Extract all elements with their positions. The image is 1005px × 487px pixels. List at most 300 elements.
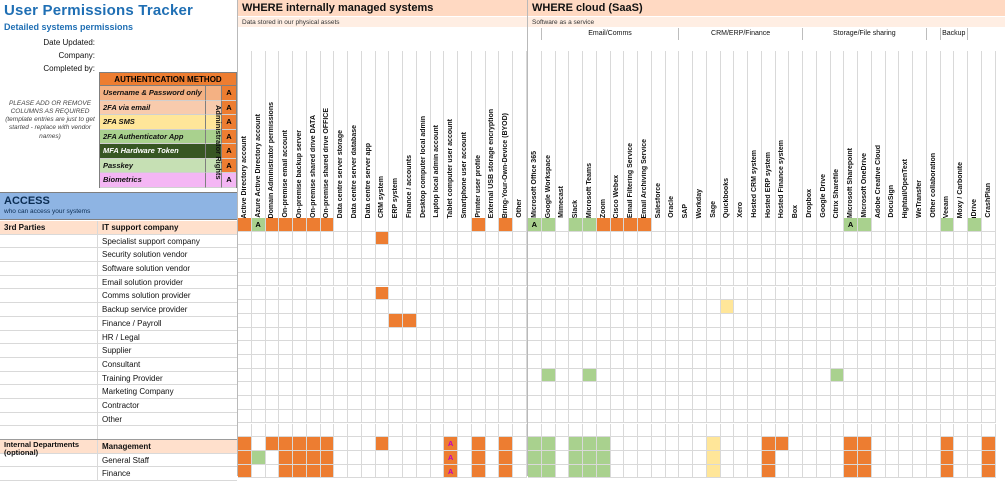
permission-cell[interactable] <box>803 232 817 246</box>
column-header[interactable] <box>734 51 748 218</box>
permission-cell[interactable] <box>238 218 252 232</box>
permission-cell[interactable] <box>954 382 968 396</box>
permission-cell[interactable] <box>266 218 280 232</box>
column-header[interactable] <box>556 51 570 218</box>
permission-cell[interactable] <box>721 232 735 246</box>
permission-cell[interactable] <box>762 355 776 369</box>
permission-cell[interactable] <box>611 232 625 246</box>
permission-cell[interactable] <box>748 314 762 328</box>
permission-cell[interactable] <box>844 218 858 232</box>
permission-cell[interactable] <box>652 382 666 396</box>
permission-cell[interactable] <box>941 245 955 259</box>
permission-cell[interactable] <box>279 314 293 328</box>
permission-cell[interactable] <box>362 300 376 314</box>
permission-cell[interactable] <box>556 232 570 246</box>
permission-cell[interactable] <box>321 273 335 287</box>
permission-cell[interactable] <box>693 259 707 273</box>
permission-cell[interactable] <box>886 410 900 424</box>
permission-cell[interactable] <box>556 218 570 232</box>
permission-cell[interactable] <box>486 273 500 287</box>
permission-cell[interactable] <box>927 245 941 259</box>
permission-cell[interactable] <box>486 437 500 451</box>
permission-cell[interactable] <box>652 341 666 355</box>
permission-cell[interactable] <box>776 273 790 287</box>
permission-cell[interactable] <box>652 424 666 438</box>
permission-cell[interactable] <box>542 341 556 355</box>
permission-cell[interactable] <box>597 245 611 259</box>
permission-cell[interactable] <box>872 451 886 465</box>
permission-cell[interactable] <box>789 328 803 342</box>
permission-cell[interactable] <box>624 232 638 246</box>
permission-cell[interactable] <box>321 396 335 410</box>
permission-cell[interactable] <box>472 410 486 424</box>
permission-cell[interactable] <box>472 355 486 369</box>
permission-cell[interactable] <box>679 314 693 328</box>
permission-cell[interactable] <box>693 328 707 342</box>
permission-cell[interactable] <box>321 437 335 451</box>
permission-cell[interactable] <box>431 328 445 342</box>
permission-cell[interactable] <box>293 232 307 246</box>
permission-cell[interactable] <box>638 424 652 438</box>
permission-cell[interactable] <box>624 273 638 287</box>
permission-cell[interactable] <box>389 341 403 355</box>
permission-cell[interactable] <box>679 437 693 451</box>
list-item[interactable] <box>0 262 237 276</box>
permission-cell[interactable] <box>954 465 968 479</box>
permission-cell[interactable] <box>803 465 817 479</box>
permission-cell[interactable] <box>954 355 968 369</box>
permission-cell[interactable] <box>238 328 252 342</box>
permission-cell[interactable] <box>624 410 638 424</box>
permission-cell[interactable] <box>569 437 583 451</box>
permission-cell[interactable] <box>417 369 431 383</box>
permission-cell[interactable] <box>542 355 556 369</box>
permission-cell[interactable] <box>982 355 996 369</box>
permission-cell[interactable] <box>569 328 583 342</box>
permission-cell[interactable] <box>238 465 252 479</box>
permission-cell[interactable] <box>927 355 941 369</box>
column-header[interactable] <box>252 51 266 218</box>
permission-cell[interactable] <box>238 341 252 355</box>
permission-cell[interactable] <box>348 218 362 232</box>
permission-cell[interactable] <box>238 369 252 383</box>
permission-cell[interactable] <box>831 437 845 451</box>
permission-cell[interactable] <box>872 355 886 369</box>
permission-cell[interactable] <box>293 245 307 259</box>
permission-cell[interactable] <box>348 410 362 424</box>
permission-cell[interactable] <box>417 328 431 342</box>
permission-cell[interactable] <box>666 424 680 438</box>
permission-cell[interactable] <box>831 232 845 246</box>
permission-cell[interactable] <box>638 300 652 314</box>
permission-cell[interactable] <box>844 245 858 259</box>
permission-cell[interactable] <box>652 287 666 301</box>
permission-cell[interactable] <box>748 300 762 314</box>
permission-cell[interactable] <box>499 273 513 287</box>
permission-cell[interactable] <box>583 232 597 246</box>
permission-cell[interactable] <box>376 369 390 383</box>
list-item[interactable] <box>0 372 237 386</box>
permission-cell[interactable] <box>982 287 996 301</box>
permission-cell[interactable] <box>844 451 858 465</box>
permission-cell[interactable] <box>776 424 790 438</box>
permission-cell[interactable] <box>886 369 900 383</box>
permission-cell[interactable] <box>431 437 445 451</box>
column-header[interactable] <box>542 51 556 218</box>
permission-cell[interactable] <box>307 424 321 438</box>
permission-cell[interactable] <box>389 396 403 410</box>
permission-cell[interactable] <box>528 232 542 246</box>
permission-cell[interactable] <box>266 465 280 479</box>
permission-cell[interactable] <box>528 369 542 383</box>
permission-cell[interactable] <box>844 424 858 438</box>
permission-cell[interactable] <box>844 259 858 273</box>
permission-cell[interactable] <box>666 232 680 246</box>
column-header[interactable] <box>403 51 417 218</box>
permission-cell[interactable] <box>831 314 845 328</box>
permission-cell[interactable] <box>803 451 817 465</box>
permission-cell[interactable] <box>597 437 611 451</box>
permission-cell[interactable] <box>954 300 968 314</box>
permission-cell[interactable] <box>556 465 570 479</box>
permission-cell[interactable] <box>486 369 500 383</box>
permission-cell[interactable] <box>941 314 955 328</box>
permission-cell[interactable] <box>913 232 927 246</box>
permission-cell[interactable] <box>927 382 941 396</box>
permission-cell[interactable] <box>831 396 845 410</box>
permission-cell[interactable] <box>886 232 900 246</box>
column-header[interactable] <box>611 51 625 218</box>
permission-cell[interactable] <box>389 300 403 314</box>
permission-cell[interactable] <box>954 396 968 410</box>
permission-cell[interactable] <box>776 410 790 424</box>
permission-cell[interactable] <box>444 300 458 314</box>
permission-cell[interactable] <box>941 232 955 246</box>
permission-cell[interactable] <box>334 328 348 342</box>
permission-cell[interactable] <box>831 410 845 424</box>
permission-cell[interactable] <box>872 437 886 451</box>
permission-cell[interactable] <box>817 341 831 355</box>
permission-cell[interactable] <box>886 424 900 438</box>
permission-cell[interactable] <box>748 355 762 369</box>
column-header[interactable] <box>321 51 335 218</box>
permission-cell[interactable] <box>458 245 472 259</box>
permission-cell[interactable] <box>666 451 680 465</box>
permission-cell[interactable] <box>858 341 872 355</box>
permission-cell[interactable] <box>748 287 762 301</box>
permission-cell[interactable] <box>348 273 362 287</box>
permission-cell[interactable] <box>542 396 556 410</box>
permission-cell[interactable] <box>707 410 721 424</box>
permission-cell[interactable] <box>252 410 266 424</box>
permission-cell[interactable] <box>444 314 458 328</box>
permission-cell[interactable] <box>513 369 527 383</box>
permission-cell[interactable] <box>321 245 335 259</box>
permission-cell[interactable] <box>597 424 611 438</box>
permission-cell[interactable] <box>789 465 803 479</box>
permission-cell[interactable] <box>252 328 266 342</box>
permission-cell[interactable] <box>307 259 321 273</box>
permission-cell[interactable] <box>403 287 417 301</box>
permission-cell[interactable] <box>597 410 611 424</box>
permission-cell[interactable] <box>542 245 556 259</box>
permission-cell[interactable] <box>679 341 693 355</box>
permission-cell[interactable] <box>542 424 556 438</box>
permission-cell[interactable] <box>982 341 996 355</box>
permission-cell[interactable] <box>583 369 597 383</box>
permission-cell[interactable] <box>348 341 362 355</box>
permission-cell[interactable] <box>913 273 927 287</box>
permission-cell[interactable] <box>238 451 252 465</box>
permission-cell[interactable] <box>266 314 280 328</box>
permission-cell[interactable] <box>954 424 968 438</box>
permission-cell[interactable] <box>666 259 680 273</box>
permission-cell[interactable] <box>389 437 403 451</box>
permission-cell[interactable] <box>624 328 638 342</box>
column-header[interactable] <box>913 51 927 218</box>
column-header[interactable] <box>569 51 583 218</box>
permission-cell[interactable] <box>679 465 693 479</box>
permission-cell[interactable] <box>417 424 431 438</box>
permission-cell[interactable] <box>569 341 583 355</box>
permission-cell[interactable] <box>721 273 735 287</box>
permission-cell[interactable] <box>458 259 472 273</box>
permission-cell[interactable] <box>252 355 266 369</box>
permission-cell[interactable] <box>403 382 417 396</box>
permission-cell[interactable] <box>307 245 321 259</box>
permission-cell[interactable] <box>624 382 638 396</box>
permission-cell[interactable] <box>499 287 513 301</box>
list-item[interactable] <box>0 358 237 372</box>
permission-cell[interactable] <box>762 382 776 396</box>
permission-cell[interactable] <box>238 232 252 246</box>
permission-cell[interactable] <box>389 273 403 287</box>
permission-cell[interactable] <box>748 410 762 424</box>
permission-cell[interactable] <box>238 410 252 424</box>
permission-cell[interactable] <box>403 328 417 342</box>
permission-cell[interactable] <box>348 465 362 479</box>
permission-cell[interactable] <box>279 245 293 259</box>
column-header[interactable] <box>279 51 293 218</box>
permission-cell[interactable] <box>858 451 872 465</box>
permission-cell[interactable] <box>348 369 362 383</box>
permission-cell[interactable] <box>458 232 472 246</box>
permission-cell[interactable] <box>748 451 762 465</box>
permission-cell[interactable] <box>679 245 693 259</box>
permission-cell[interactable] <box>556 328 570 342</box>
permission-cell[interactable] <box>583 300 597 314</box>
permission-cell[interactable] <box>638 287 652 301</box>
permission-cell[interactable] <box>803 382 817 396</box>
permission-cell[interactable] <box>693 218 707 232</box>
permission-cell[interactable] <box>954 314 968 328</box>
permission-cell[interactable] <box>472 218 486 232</box>
permission-cell[interactable] <box>431 245 445 259</box>
permission-cell[interactable] <box>872 465 886 479</box>
permission-cell[interactable] <box>831 273 845 287</box>
permission-cell[interactable] <box>899 259 913 273</box>
permission-cell[interactable] <box>858 287 872 301</box>
permission-cell[interactable] <box>748 259 762 273</box>
permission-cell[interactable] <box>899 396 913 410</box>
permission-cell[interactable] <box>293 328 307 342</box>
permission-cell[interactable] <box>734 245 748 259</box>
permission-cell[interactable] <box>348 259 362 273</box>
permission-cell[interactable] <box>542 369 556 383</box>
permission-cell[interactable] <box>472 259 486 273</box>
permission-cell[interactable] <box>762 341 776 355</box>
permission-cell[interactable] <box>941 287 955 301</box>
permission-cell[interactable] <box>444 369 458 383</box>
permission-cell[interactable] <box>293 300 307 314</box>
permission-cell[interactable] <box>927 437 941 451</box>
permission-cell[interactable] <box>721 424 735 438</box>
list-item[interactable] <box>0 344 237 358</box>
permission-cell[interactable] <box>583 218 597 232</box>
permission-cell[interactable] <box>611 355 625 369</box>
permission-cell[interactable] <box>307 287 321 301</box>
permission-cell[interactable] <box>321 465 335 479</box>
permission-cell[interactable] <box>431 424 445 438</box>
permission-cell[interactable] <box>486 287 500 301</box>
permission-cell[interactable] <box>624 341 638 355</box>
permission-cell[interactable] <box>734 410 748 424</box>
permission-cell[interactable] <box>238 300 252 314</box>
permission-cell[interactable] <box>652 396 666 410</box>
permission-cell[interactable] <box>499 314 513 328</box>
permission-cell[interactable] <box>707 273 721 287</box>
permission-cell[interactable] <box>927 410 941 424</box>
permission-cell[interactable] <box>334 341 348 355</box>
permission-cell[interactable] <box>362 259 376 273</box>
permission-cell[interactable] <box>776 232 790 246</box>
permission-cell[interactable] <box>666 396 680 410</box>
permission-cell[interactable] <box>748 369 762 383</box>
permission-cell[interactable] <box>899 382 913 396</box>
permission-cell[interactable] <box>444 382 458 396</box>
permission-cell[interactable] <box>886 273 900 287</box>
permission-cell[interactable] <box>941 273 955 287</box>
permission-cell[interactable] <box>913 218 927 232</box>
permission-cell[interactable] <box>376 437 390 451</box>
permission-cell[interactable] <box>266 232 280 246</box>
permission-cell[interactable] <box>762 287 776 301</box>
permission-cell[interactable] <box>583 355 597 369</box>
permission-cell[interactable] <box>334 300 348 314</box>
permission-cell[interactable] <box>376 245 390 259</box>
permission-cell[interactable] <box>913 300 927 314</box>
permission-cell[interactable] <box>679 287 693 301</box>
permission-cell[interactable] <box>252 300 266 314</box>
permission-cell[interactable] <box>528 328 542 342</box>
permission-cell[interactable] <box>844 369 858 383</box>
permission-cell[interactable] <box>513 328 527 342</box>
permission-cell[interactable] <box>968 300 982 314</box>
permission-cell[interactable] <box>279 300 293 314</box>
permission-cell[interactable] <box>913 465 927 479</box>
permission-cell[interactable] <box>679 355 693 369</box>
column-header[interactable] <box>762 51 776 218</box>
permission-cell[interactable] <box>982 451 996 465</box>
permission-cell[interactable] <box>389 259 403 273</box>
permission-cell[interactable] <box>362 314 376 328</box>
permission-cell[interactable] <box>721 328 735 342</box>
permission-cell[interactable] <box>693 273 707 287</box>
permission-cell[interactable] <box>638 232 652 246</box>
permission-cell[interactable] <box>499 300 513 314</box>
permission-cell[interactable] <box>803 355 817 369</box>
permission-cell[interactable] <box>279 465 293 479</box>
permission-cell[interactable] <box>238 424 252 438</box>
permission-cell[interactable] <box>899 369 913 383</box>
permission-cell[interactable] <box>279 287 293 301</box>
permission-cell[interactable] <box>762 328 776 342</box>
permission-cell[interactable] <box>458 451 472 465</box>
permission-cell[interactable] <box>486 245 500 259</box>
permission-cell[interactable] <box>927 300 941 314</box>
permission-cell[interactable] <box>679 424 693 438</box>
permission-cell[interactable] <box>831 218 845 232</box>
permission-cell[interactable] <box>762 410 776 424</box>
permission-cell[interactable] <box>403 465 417 479</box>
permission-cell[interactable] <box>968 437 982 451</box>
permission-cell[interactable] <box>542 287 556 301</box>
permission-cell[interactable] <box>556 437 570 451</box>
permission-cell[interactable] <box>968 369 982 383</box>
permission-cell[interactable] <box>707 451 721 465</box>
permission-cell[interactable] <box>652 355 666 369</box>
permission-cell[interactable] <box>982 396 996 410</box>
permission-cell[interactable] <box>252 451 266 465</box>
permission-cell[interactable] <box>376 218 390 232</box>
permission-cell[interactable] <box>624 259 638 273</box>
column-header[interactable] <box>872 51 886 218</box>
permission-cell[interactable] <box>238 273 252 287</box>
permission-cell[interactable] <box>348 451 362 465</box>
permission-cell[interactable] <box>486 382 500 396</box>
column-header[interactable] <box>679 51 693 218</box>
permission-cell[interactable] <box>321 300 335 314</box>
permission-cell[interactable] <box>431 369 445 383</box>
permission-cell[interactable] <box>734 232 748 246</box>
permission-cell[interactable] <box>858 369 872 383</box>
permission-cell[interactable] <box>431 300 445 314</box>
permission-cell[interactable] <box>444 396 458 410</box>
permission-cell[interactable] <box>707 369 721 383</box>
permission-cell[interactable] <box>528 218 542 232</box>
permission-cell[interactable] <box>542 273 556 287</box>
permission-cell[interactable] <box>666 218 680 232</box>
permission-cell[interactable] <box>789 437 803 451</box>
permission-cell[interactable] <box>389 424 403 438</box>
permission-cell[interactable] <box>858 437 872 451</box>
permission-cell[interactable] <box>389 410 403 424</box>
permission-cell[interactable] <box>803 218 817 232</box>
permission-cell[interactable] <box>693 341 707 355</box>
permission-cell[interactable] <box>279 396 293 410</box>
permission-cell[interactable] <box>941 300 955 314</box>
permission-cell[interactable] <box>583 465 597 479</box>
permission-cell[interactable] <box>334 273 348 287</box>
permission-cell[interactable] <box>348 328 362 342</box>
permission-cell[interactable] <box>899 218 913 232</box>
permission-cell[interactable] <box>638 259 652 273</box>
permission-cell[interactable] <box>762 437 776 451</box>
permission-cell[interactable] <box>817 273 831 287</box>
permission-cell[interactable] <box>789 410 803 424</box>
permission-cell[interactable] <box>513 300 527 314</box>
permission-cell[interactable] <box>844 396 858 410</box>
